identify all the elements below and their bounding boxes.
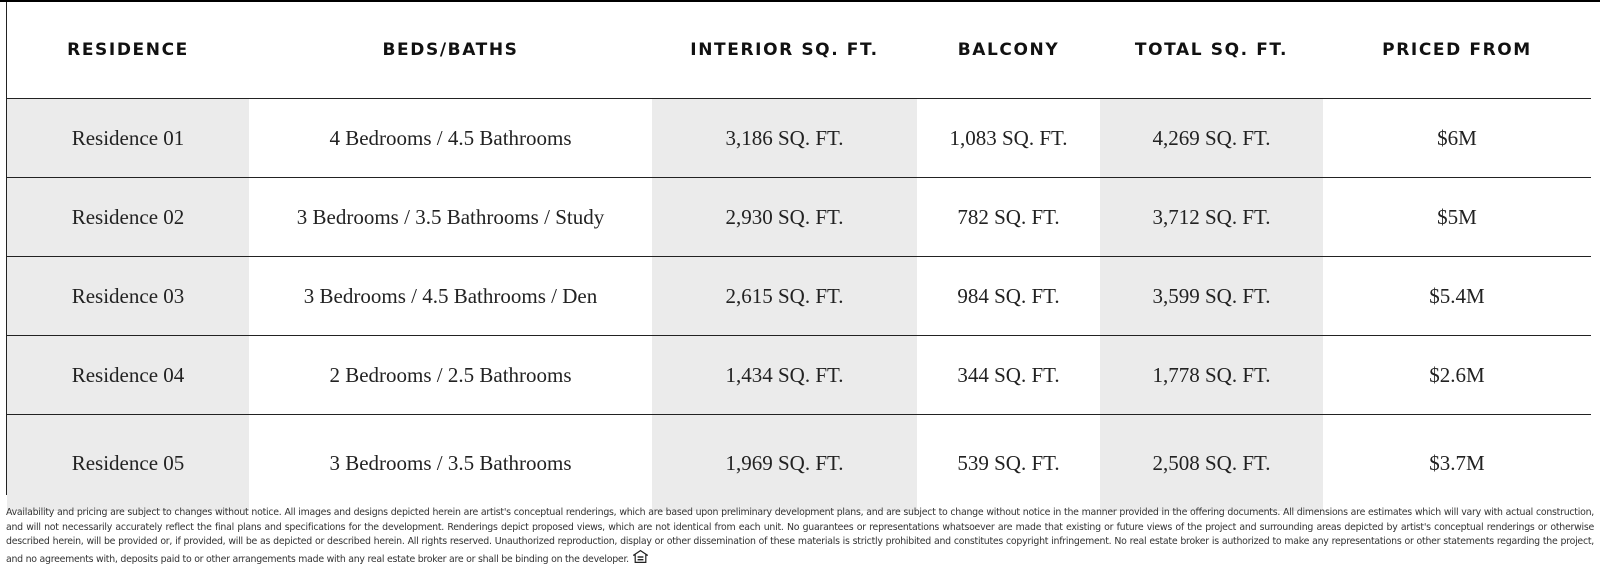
header-beds-baths: BEDS/BATHS [249, 2, 652, 99]
residence-pricing-table [6, 2, 1590, 495]
cell-balcony: 344 SQ. FT. [917, 336, 1100, 415]
cell-residence: Residence 01 [7, 99, 249, 178]
cell-priced-from: $5M [1323, 178, 1591, 257]
cell-residence: Residence 05 [7, 415, 249, 512]
table-row [7, 415, 1591, 512]
header-residence: RESIDENCE [7, 2, 249, 99]
cell-total-sqft: 2,508 SQ. FT. [1100, 415, 1323, 512]
cell-priced-from: $6M [1323, 99, 1591, 178]
legal-disclaimer [6, 506, 1594, 568]
cell-residence: Residence 04 [7, 336, 249, 415]
cell-interior-sqft: 3,186 SQ. FT. [652, 99, 917, 178]
cell-balcony: 1,083 SQ. FT. [917, 99, 1100, 178]
cell-interior-sqft: 1,969 SQ. FT. [652, 415, 917, 512]
cell-interior-sqft: 2,930 SQ. FT. [652, 178, 917, 257]
cell-residence: Residence 03 [7, 257, 249, 336]
header-balcony: BALCONY [917, 2, 1100, 99]
cell-beds-baths: 3 Bedrooms / 3.5 Bathrooms [249, 415, 652, 512]
cell-interior-sqft: 2,615 SQ. FT. [652, 257, 917, 336]
table-row [7, 99, 1591, 178]
table-row [7, 257, 1591, 336]
cell-residence: Residence 02 [7, 178, 249, 257]
cell-beds-baths: 3 Bedrooms / 4.5 Bathrooms / Den [249, 257, 652, 336]
cell-beds-baths: 3 Bedrooms / 3.5 Bathrooms / Study [249, 178, 652, 257]
disclaimer-text: Availability and pricing are subject to changes without notice. All images and designs depicted herein are artist's conceptual renderings, which are based upon preliminary development plans, and are subject to change without notice in the manner provided in the offering documents. All dimensions are estimates which will vary with actual construction, and will not necessarily accurately reflect the final plans and specifications for the development. Renderings depict proposed views, which are not identical from each unit. No guarantees or representations whatsoever are made that existing or future views of the project and surrounding areas depicted by artist's conceptual renderings or otherwise described herein, will be provided or, if provided, will be as depicted or described herein. All rights reserved. Unauthorized reproduction, display or other dissemination of these materials is strictly prohibited and constitutes copyright infringement. No real estate broker is authorized to make any representations or other statements regarding the project, and no agreements with, deposits paid to or other arrangements made with any real estate broker are or shall be binding on the developer. [6, 507, 1594, 565]
cell-total-sqft: 3,599 SQ. FT. [1100, 257, 1323, 336]
cell-interior-sqft: 1,434 SQ. FT. [652, 336, 917, 415]
cell-balcony: 984 SQ. FT. [917, 257, 1100, 336]
cell-priced-from: $3.7M [1323, 415, 1591, 512]
header-priced-from: PRICED FROM [1323, 2, 1591, 99]
cell-total-sqft: 1,778 SQ. FT. [1100, 336, 1323, 415]
cell-beds-baths: 4 Bedrooms / 4.5 Bathrooms [249, 99, 652, 178]
header-interior-sqft: INTERIOR SQ. FT. [652, 2, 917, 99]
cell-balcony: 539 SQ. FT. [917, 415, 1100, 512]
cell-priced-from: $2.6M [1323, 336, 1591, 415]
cell-total-sqft: 3,712 SQ. FT. [1100, 178, 1323, 257]
equal-housing-opportunity-icon [633, 550, 648, 569]
table-row [7, 178, 1591, 257]
table-header-row [7, 2, 1591, 99]
cell-priced-from: $5.4M [1323, 257, 1591, 336]
header-total-sqft: TOTAL SQ. FT. [1100, 2, 1323, 99]
cell-balcony: 782 SQ. FT. [917, 178, 1100, 257]
residence-table [7, 2, 1591, 511]
table-row [7, 336, 1591, 415]
cell-beds-baths: 2 Bedrooms / 2.5 Bathrooms [249, 336, 652, 415]
cell-total-sqft: 4,269 SQ. FT. [1100, 99, 1323, 178]
